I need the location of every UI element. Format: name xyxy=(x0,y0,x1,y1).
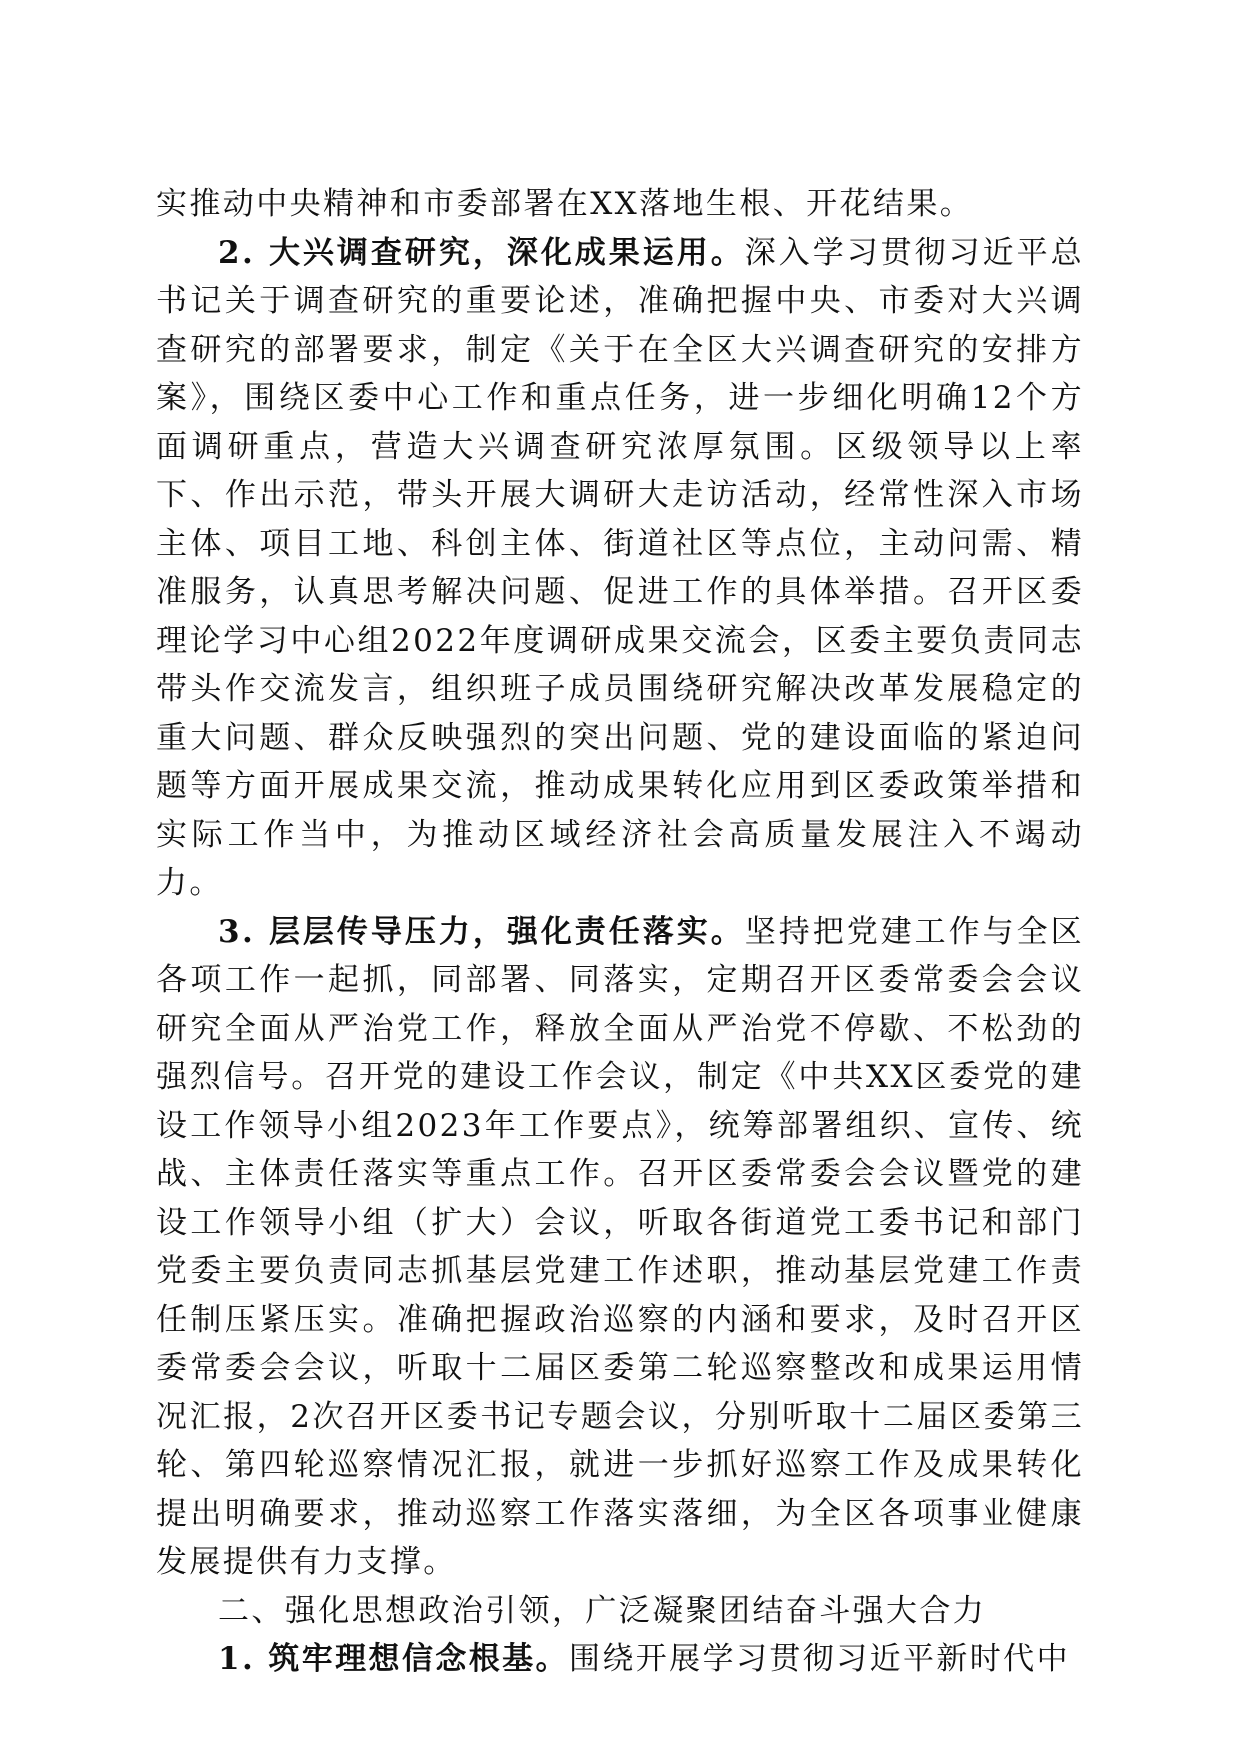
document-page xyxy=(156,180,1084,1684)
paragraph-lead: 1. 筑牢理想信念根基。 xyxy=(218,1641,569,1677)
paragraph-text: 围绕开展学习贯彻习近平新时代中 xyxy=(568,1641,1070,1677)
section-heading: 二、强化思想政治引领，广泛凝聚团结奋斗强大合力 xyxy=(218,1592,987,1629)
paragraph-lead: 2. 大兴调查研究，深化成果运用。 xyxy=(218,234,745,271)
paragraph-continuation xyxy=(156,180,1084,229)
paragraph-item-1 xyxy=(156,1635,1084,1684)
paragraph-text: 实推动中央精神和市委部署在XX落地生根、开花结果。 xyxy=(156,186,974,222)
paragraph-item-3 xyxy=(156,908,1084,1587)
paragraph-lead: 3. 层层传导压力，强化责任落实。 xyxy=(218,913,745,950)
paragraph-item-2 xyxy=(156,229,1084,908)
paragraph-text: 深入学习贯彻习近平总书记关于调查研究的重要论述，准确把握中央、市委对大兴调查研究的部署要求，制定《关于在全区大兴调查研究的安排方案》，围绕区委中心工作和重点任务，进一步细化明确12个方面调研重点，营造大兴调查研究浓厚氛围。区级领导以上率下、作出示范，带头开展大调研大走访活动，经常性深入市场主体、项目工地、科创主体、街道社区等点位，主动问需、精准服务，认真思考解决问题、促进工作的具体举措。召开区委理论学习中心组2022年度调研成果交流会，区委主要负责同志带头作交流发言，组织班子成员围绕研究解决改革发展稳定的重大问题、群众反映强烈的突出问题、党的建设面临的紧迫问题等方面开展成果交流，推动成果转化应用到区委政策举措和实际工作当中，为推动区域经济社会高质量发展注入不竭动力。 xyxy=(156,234,1084,901)
paragraph-text: 坚持把党建工作与全区各项工作一起抓，同部署、同落实，定期召开区委常委会会议研究全面从严治党工作，释放全面从严治党不停歇、不松劲的强烈信号。召开党的建设工作会议，制定《中共XX区委党的建设工作领导小组2023年工作要点》，统筹部署组织、宣传、统战、主体责任落实等重点工作。召开区委常委会会议暨党的建设工作领导小组（扩大）会议，听取各街道党工委书记和部门党委主要负责同志抓基层党建工作述职，推动基层党建工作责任制压紧压实。准确把握政治巡察的内涵和要求，及时召开区委常委会会议，听取十二届区委第二轮巡察整改和成果运用情况汇报，2次召开区委书记专题会议，分别听取十二届区委第三轮、第四轮巡察情况汇报，就进一步抓好巡察工作及成果转化提出明确要求，推动巡察工作落实落细，为全区各项事业健康发展提供有力支撑。 xyxy=(156,913,1084,1580)
